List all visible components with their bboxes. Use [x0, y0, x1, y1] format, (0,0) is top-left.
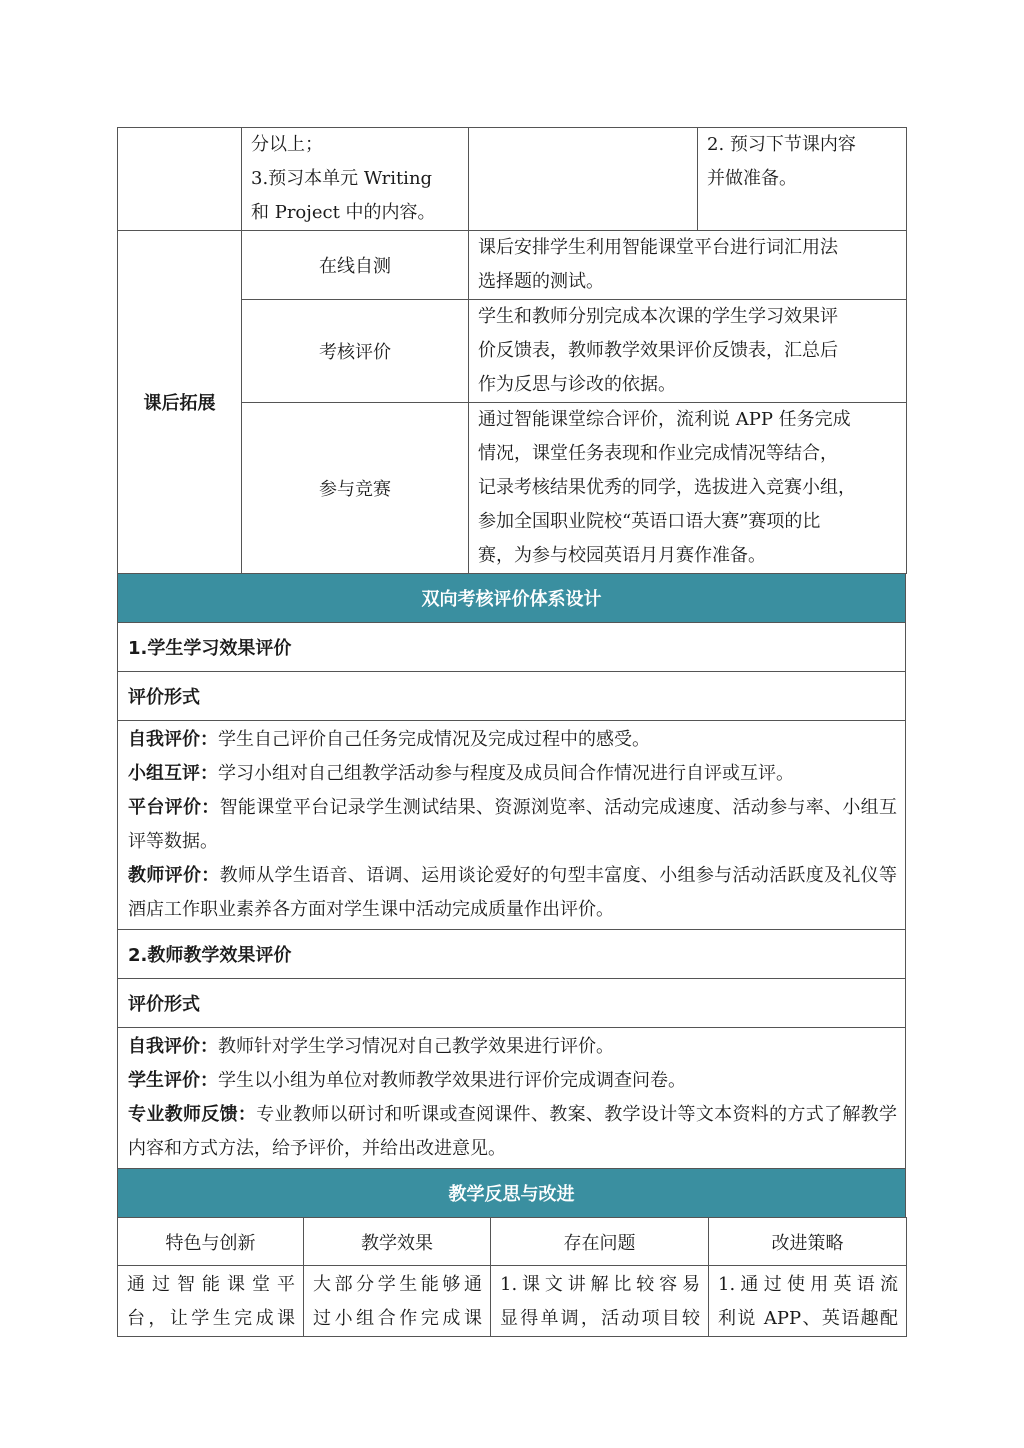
text-line: 1.课文讲解比较容易: [500, 1274, 700, 1295]
eval-item: [128, 757, 897, 791]
eval-item: [128, 791, 897, 859]
text-line: 并做准备。: [707, 168, 797, 189]
eval-item: [128, 1098, 897, 1166]
item-description: [469, 231, 907, 300]
text-line: 显得单调，活动项目较: [500, 1308, 700, 1329]
text-line: 台，让学生完成课: [127, 1308, 295, 1329]
text-line: 价反馈表，教师教学效果评价反馈表，汇总后: [478, 340, 838, 361]
table-cell: [491, 1266, 709, 1337]
eval-text: 智能课堂平台记录学生测试结果、资源浏览率、活动完成速度、活动参与率、小组互评等数据。: [128, 797, 898, 852]
eval-label: 自我评价：: [128, 1036, 218, 1057]
after-class-row: [118, 231, 907, 300]
reflection-row: [118, 1266, 907, 1337]
teacher-eval-title: 2.教师教学效果评价: [118, 930, 906, 979]
section-header-evaluation: 双向考核评价体系设计: [118, 574, 906, 623]
student-eval-details: [118, 721, 906, 930]
text-line: 课后安排学生利用智能课堂平台进行词汇用法: [478, 237, 838, 258]
preview-tasks-cell: [242, 128, 469, 231]
text-line: 大部分学生能够通: [313, 1274, 482, 1295]
student-eval-title: 1.学生学习效果评价: [118, 623, 906, 672]
text-line: 参加全国职业院校“英语口语大赛”赛项的比: [478, 511, 821, 532]
continuation-row: [118, 128, 907, 231]
text-line: 情况，课堂任务表现和作业完成情况等结合，: [478, 443, 838, 464]
text-line: 记录考核结果优秀的同学，选拔进入竞赛小组，: [478, 477, 856, 498]
eval-label: 平台评价：: [128, 797, 220, 818]
text-line: 2. 预习下节课内容: [707, 134, 856, 155]
eval-label: 自我评价：: [128, 729, 218, 750]
eval-item: [128, 723, 897, 757]
item-online-test: 在线自测: [242, 231, 469, 300]
eval-item: [128, 1030, 897, 1064]
section-label-after-class: 课后拓展: [118, 231, 242, 574]
teacher-eval-form: 评价形式: [118, 979, 906, 1028]
text-line: 利说 APP、英语趣配: [718, 1308, 898, 1329]
empty-cell: [469, 128, 698, 231]
text-line: 过小组合作完成课: [313, 1308, 482, 1329]
text-line: 3.预习本单元 Writing: [251, 168, 433, 189]
text-line: 选择题的测试。: [478, 271, 604, 292]
next-lesson-cell: [698, 128, 907, 231]
column-header: 特色与创新: [118, 1218, 304, 1266]
eval-label: 小组互评：: [128, 763, 218, 784]
eval-label: 学生评价：: [128, 1070, 218, 1091]
item-assessment: 考核评价: [242, 300, 469, 403]
column-header: 改进策略: [709, 1218, 907, 1266]
teacher-eval-details: [118, 1028, 906, 1169]
eval-label: 专业教师反馈：: [128, 1104, 257, 1125]
table-cell: [118, 1266, 304, 1337]
table-cell: [304, 1266, 491, 1337]
eval-text: 专业教师以研讨和听课或查阅课件、教案、教学设计等文本资料的方式了解教学内容和方式方法，给予评价，并给出改进意见。: [128, 1104, 897, 1159]
after-class-table: [117, 230, 907, 574]
text-line: 通过智能课堂综合评价，流利说 APP 任务完成: [478, 409, 851, 430]
item-description: [469, 403, 907, 574]
eval-text: 学习小组对自己组教学活动参与程度及成员间合作情况进行自评或互评。: [218, 763, 794, 784]
empty-cell: [118, 128, 242, 231]
text-line: 学生和教师分别完成本次课的学生学习效果评: [478, 306, 838, 327]
item-description: [469, 300, 907, 403]
student-eval-form: 评价形式: [118, 672, 906, 721]
text-line: 作为反思与诊改的依据。: [478, 374, 676, 395]
text-line: 赛，为参与校园英语月月赛作准备。: [478, 545, 766, 566]
document-page: [117, 127, 906, 1337]
eval-label: 教师评价：: [128, 865, 220, 886]
text-line: 和 Project 中的内容。: [251, 202, 436, 223]
reflection-table: [117, 1217, 907, 1337]
text-line: 分以上；: [251, 134, 323, 155]
text-line: 1.通过使用英语流: [718, 1274, 898, 1295]
reflection-header-row: [118, 1218, 907, 1266]
text-line: 通过智能课堂平: [127, 1274, 295, 1295]
item-competition: 参与竞赛: [242, 403, 469, 574]
column-header: 教学效果: [304, 1218, 491, 1266]
lesson-plan-table: [117, 127, 907, 231]
evaluation-table: [117, 573, 906, 1218]
eval-text: 教师针对学生学习情况对自己教学效果进行评价。: [218, 1036, 614, 1057]
column-header: 存在问题: [491, 1218, 709, 1266]
table-cell: [709, 1266, 907, 1337]
section-header-reflection: 教学反思与改进: [118, 1169, 906, 1218]
eval-text: 教师从学生语音、语调、运用谈论爱好的句型丰富度、小组参与活动活跃度及礼仪等酒店工作职业素养各方面对学生课中活动完成质量作出评价。: [128, 865, 898, 920]
eval-item: [128, 1064, 897, 1098]
eval-text: 学生自己评价自己任务完成情况及完成过程中的感受。: [218, 729, 650, 750]
eval-text: 学生以小组为单位对教师教学效果进行评价完成调查问卷。: [218, 1070, 686, 1091]
eval-item: [128, 859, 897, 927]
